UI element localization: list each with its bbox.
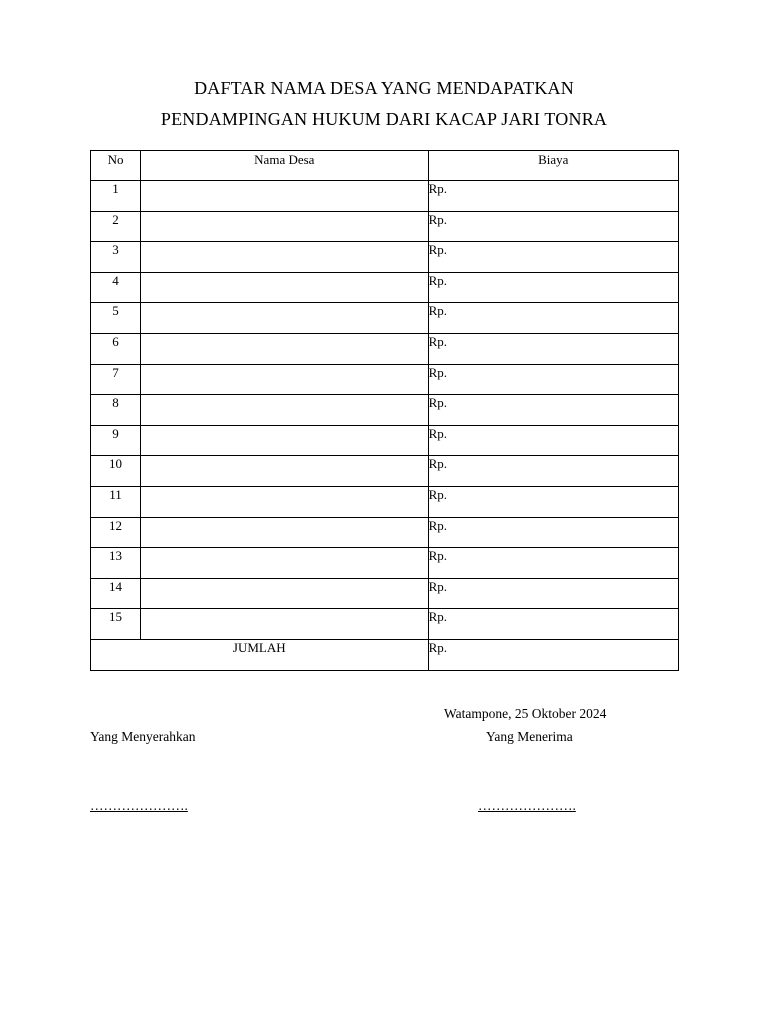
- cost-cell: Rp.: [428, 211, 678, 242]
- table-row: [91, 272, 679, 303]
- village-name-cell: [141, 425, 428, 456]
- table-row: [91, 425, 679, 456]
- receiver-label: Yang Menerima: [486, 729, 573, 744]
- village-name-cell: [141, 364, 428, 395]
- row-number: 2: [91, 211, 141, 242]
- village-name-cell: [141, 578, 428, 609]
- table-row: [91, 517, 679, 548]
- row-number: 9: [91, 425, 141, 456]
- header-no: No: [91, 151, 141, 181]
- village-table: [90, 150, 679, 671]
- row-number: 15: [91, 609, 141, 640]
- row-number: 8: [91, 395, 141, 426]
- table-row: [91, 578, 679, 609]
- row-number: 4: [91, 272, 141, 303]
- row-number: 10: [91, 456, 141, 487]
- cost-cell: Rp.: [428, 272, 678, 303]
- table-row: [91, 609, 679, 640]
- village-name-cell: [141, 548, 428, 579]
- table-row: [91, 211, 679, 242]
- table-header-row: [91, 151, 679, 181]
- table-row: [91, 333, 679, 364]
- document-title-line-1: DAFTAR NAMA DESA YANG MENDAPATKAN: [194, 78, 574, 98]
- header-village-name: Nama Desa: [141, 151, 428, 181]
- table-row: [91, 456, 679, 487]
- village-name-cell: [141, 303, 428, 334]
- table-row: [91, 486, 679, 517]
- village-name-cell: [141, 456, 428, 487]
- table-row: [91, 548, 679, 579]
- row-number: 3: [91, 242, 141, 273]
- village-name-cell: [141, 395, 428, 426]
- row-number: 11: [91, 486, 141, 517]
- cost-cell: Rp.: [428, 242, 678, 273]
- village-name-cell: [141, 609, 428, 640]
- total-label: JUMLAH: [91, 639, 429, 670]
- table-row: [91, 303, 679, 334]
- row-number: 14: [91, 578, 141, 609]
- village-name-cell: [141, 242, 428, 273]
- row-number: 12: [91, 517, 141, 548]
- row-number: 6: [91, 333, 141, 364]
- handover-signature-line: ………………….: [90, 798, 188, 813]
- receiver-signature-line: ………………….: [478, 798, 576, 813]
- cost-cell: Rp.: [428, 364, 678, 395]
- table-row: [91, 364, 679, 395]
- row-number: 5: [91, 303, 141, 334]
- cost-cell: Rp.: [428, 425, 678, 456]
- handover-label: Yang Menyerahkan: [90, 729, 196, 744]
- village-name-cell: [141, 333, 428, 364]
- table-row: [91, 181, 679, 212]
- village-name-cell: [141, 272, 428, 303]
- cost-cell: Rp.: [428, 517, 678, 548]
- signature-date: Watampone, 25 Oktober 2024: [444, 706, 607, 721]
- total-cost: Rp.: [428, 639, 678, 670]
- cost-cell: Rp.: [428, 578, 678, 609]
- row-number: 13: [91, 548, 141, 579]
- row-number: 7: [91, 364, 141, 395]
- cost-cell: Rp.: [428, 303, 678, 334]
- cost-cell: Rp.: [428, 333, 678, 364]
- table-row: [91, 242, 679, 273]
- cost-cell: Rp.: [428, 456, 678, 487]
- village-name-cell: [141, 517, 428, 548]
- cost-cell: Rp.: [428, 548, 678, 579]
- table-row: [91, 395, 679, 426]
- cost-cell: Rp.: [428, 181, 678, 212]
- total-row: [91, 639, 679, 670]
- cost-cell: Rp.: [428, 486, 678, 517]
- village-name-cell: [141, 211, 428, 242]
- village-name-cell: [141, 181, 428, 212]
- header-cost: Biaya: [428, 151, 678, 181]
- row-number: 1: [91, 181, 141, 212]
- cost-cell: Rp.: [428, 609, 678, 640]
- cost-cell: Rp.: [428, 395, 678, 426]
- document-title-line-2: PENDAMPINGAN HUKUM DARI KACAP JARI TONRA: [160, 109, 608, 129]
- village-name-cell: [141, 486, 428, 517]
